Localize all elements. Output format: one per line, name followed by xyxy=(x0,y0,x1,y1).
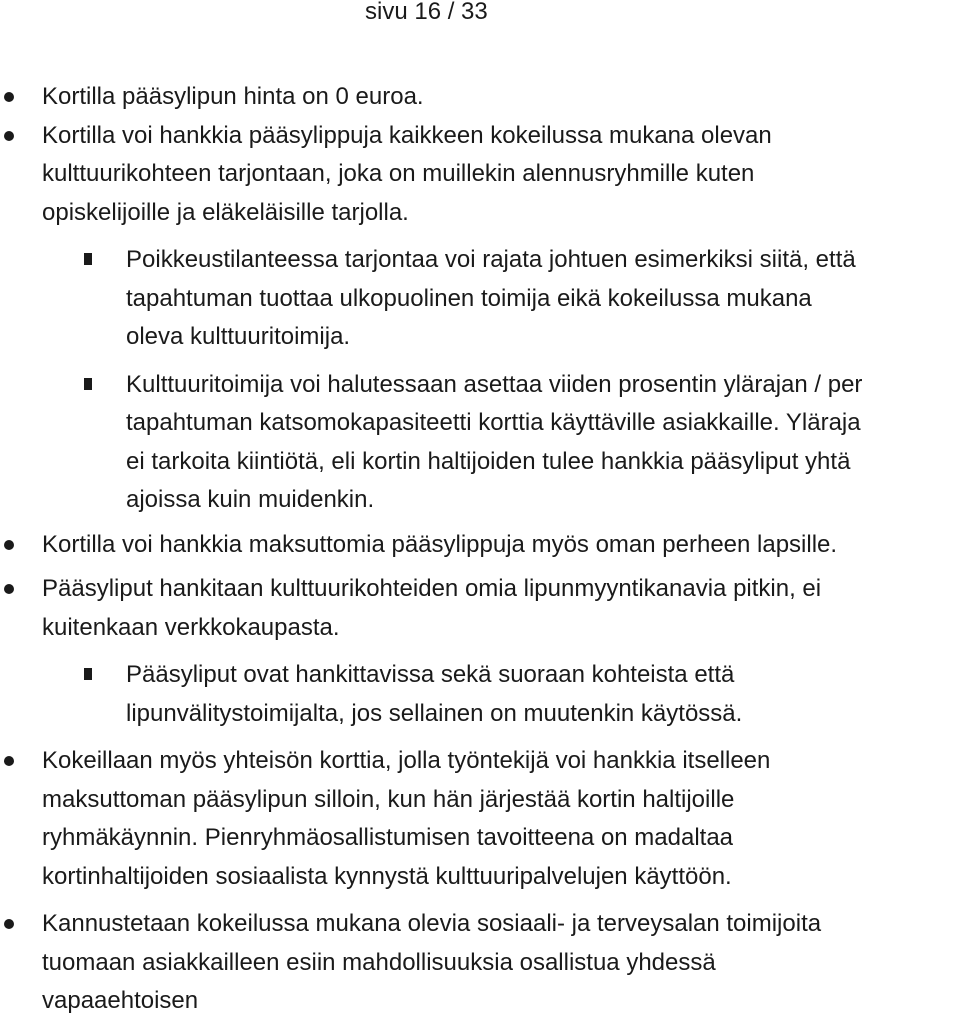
list-item-line: vapaaehtoisen xyxy=(42,987,199,1014)
list-item xyxy=(0,117,952,233)
list-item-line: Kortilla voi hankkia pääsylippuja kaikkeen kokeilussa mukana olevan xyxy=(42,121,772,149)
sub-list-item xyxy=(0,241,956,357)
list-item-line: Kortilla voi hankkia maksuttomia pääsylippuja myös oman perheen lapsille. xyxy=(42,530,838,558)
list-item-line: kuitenkaan verkkokaupasta. xyxy=(42,613,340,641)
page-number: sivu 16 / 33 xyxy=(365,0,488,25)
round-bullet-icon xyxy=(4,131,14,141)
sub-list-item xyxy=(0,366,956,520)
list-item-line: tapahtuman katsomokapasiteetti korttia käyttäville asiakkaille. Yläraja xyxy=(126,409,861,436)
list-item xyxy=(0,905,952,1021)
list-item-line: oleva kulttuuritoimija. xyxy=(126,323,351,350)
list-item-line: lipunvälitystoimijalta, jos sellainen on muutenkin käytössä. xyxy=(126,699,743,727)
list-item-line: kulttuurikohteen tarjontaan, joka on muillekin alennusryhmille kuten xyxy=(42,160,755,187)
square-bullet-icon xyxy=(84,253,92,265)
round-bullet-icon xyxy=(4,584,14,594)
round-bullet-icon xyxy=(4,756,14,766)
list-item-line: tapahtuman tuottaa ulkopuolinen toimija eikä kokeilussa mukana xyxy=(126,284,812,312)
list-item-line: Poikkeustilanteessa tarjontaa voi rajata johtuen esimerkiksi siitä, että xyxy=(126,246,856,273)
list-item-line: Pääsyliput ovat hankittavissa sekä suoraan kohteista että xyxy=(126,661,735,688)
list-item-line: ei tarkoita kiintiötä, eli kortin haltijoiden tulee hankkia pääsyliput yhtä xyxy=(126,447,851,475)
list-item xyxy=(0,570,952,647)
list-item-line: Kortilla pääsylipun hinta on 0 euroa. xyxy=(42,83,424,110)
list-item-line: Pääsyliput hankitaan kulttuurikohteiden omia lipunmyyntikanavia pitkin, ei xyxy=(42,575,822,602)
list-item xyxy=(0,78,952,117)
list-item-line: opiskelijoille ja eläkeläisille tarjolla. xyxy=(42,198,409,226)
sub-list-item xyxy=(0,656,956,733)
list-item-line: Kokeillaan myös yhteisön korttia, jolla työntekijä voi hankkia itselleen xyxy=(42,747,771,774)
list-item xyxy=(0,742,952,896)
list-item-line: ryhmäkäynnin. Pienryhmäosallistumisen tavoitteena on madaltaa xyxy=(42,824,734,851)
round-bullet-icon xyxy=(4,919,14,929)
round-bullet-icon xyxy=(4,540,14,550)
list-item-line: kortinhaltijoiden sosiaalista kynnystä kulttuuripalvelujen käyttöön. xyxy=(42,862,732,890)
list-item-line: tuomaan asiakkailleen esiin mahdollisuuksia osallistua yhdessä xyxy=(42,948,716,976)
list-item-line: maksuttoman pääsylipun silloin, kun hän järjestää kortin haltijoille xyxy=(42,785,735,813)
round-bullet-icon xyxy=(4,92,14,102)
list-item-line: Kulttuuritoimija voi halutessaan asettaa viiden prosentin ylärajan / per xyxy=(126,370,863,398)
document-body xyxy=(0,78,960,1021)
square-bullet-icon xyxy=(84,668,92,680)
square-bullet-icon xyxy=(84,378,92,390)
list-item-line: Kannustetaan kokeilussa mukana olevia sosiaali- ja terveysalan toimijoita xyxy=(42,910,822,937)
list-item xyxy=(0,526,952,565)
list-item-line: ajoissa kuin muidenkin. xyxy=(126,486,375,513)
